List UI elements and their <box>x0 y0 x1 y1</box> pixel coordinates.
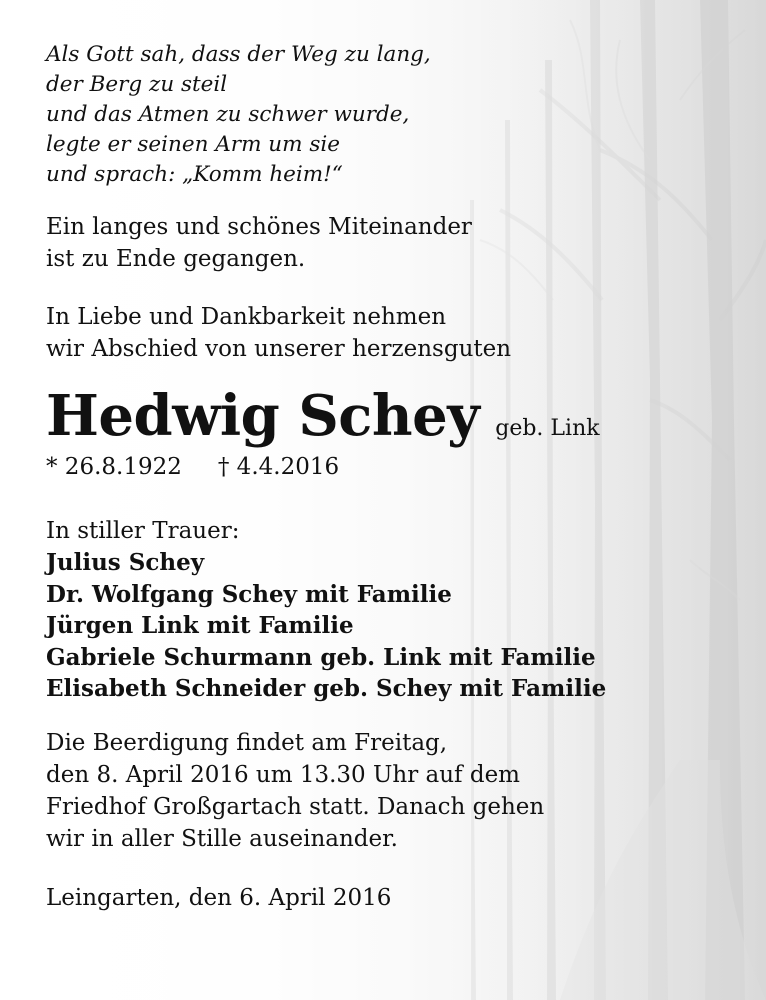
mourner-name: Gabriele Schurmann geb. Link mit Familie <box>46 643 596 671</box>
text-line: den 8. April 2016 um 13.30 Uhr auf dem <box>46 761 520 788</box>
poem-line: Als Gott sah, dass der Weg zu lang, <box>46 42 431 67</box>
funeral-info <box>46 727 686 855</box>
poem <box>46 40 686 190</box>
deceased-name: Hedwig Schey <box>46 383 480 449</box>
text-line: wir Abschied von unserer herzensguten <box>46 336 512 362</box>
poem-line: und das Atmen zu schwer wurde, <box>46 102 410 127</box>
deceased-name-row <box>46 385 686 447</box>
text-line: Ein langes und schönes Miteinander <box>46 214 472 240</box>
death-date: † 4.4.2016 <box>217 454 340 480</box>
life-dates <box>46 451 686 483</box>
intro-paragraph-2 <box>46 301 686 365</box>
intro-paragraph-1 <box>46 211 686 275</box>
mourner-name: Jürgen Link mit Familie <box>46 612 354 639</box>
mourner-name: Julius Schey <box>46 549 205 576</box>
text-line: In Liebe und Dankbarkeit nehmen <box>46 304 447 330</box>
mourners-list <box>46 547 686 705</box>
text-line: ist zu Ende gegangen. <box>46 246 306 272</box>
poem-line: legte er seinen Arm um sie <box>46 132 341 157</box>
birth-date: * 26.8.1922 <box>46 454 182 480</box>
place-and-date: Leingarten, den 6. April 2016 <box>46 884 392 911</box>
poem-line: der Berg zu steil <box>46 72 228 97</box>
maiden-name: geb. Link <box>495 416 600 441</box>
mourning-heading: In stiller Trauer: <box>46 518 240 544</box>
poem-line: und sprach: „Komm heim!“ <box>46 162 343 187</box>
mourner-name: Dr. Wolfgang Schey mit Familie <box>46 580 452 608</box>
mourner-name: Elisabeth Schneider geb. Schey mit Familie <box>46 675 607 702</box>
text-line: Die Beerdigung findet am Freitag, <box>46 729 448 756</box>
text-line: Friedhof Großgartach statt. Danach gehen <box>46 793 545 820</box>
text-line: wir in aller Stille auseinander. <box>46 825 398 852</box>
notice-content <box>46 40 686 914</box>
